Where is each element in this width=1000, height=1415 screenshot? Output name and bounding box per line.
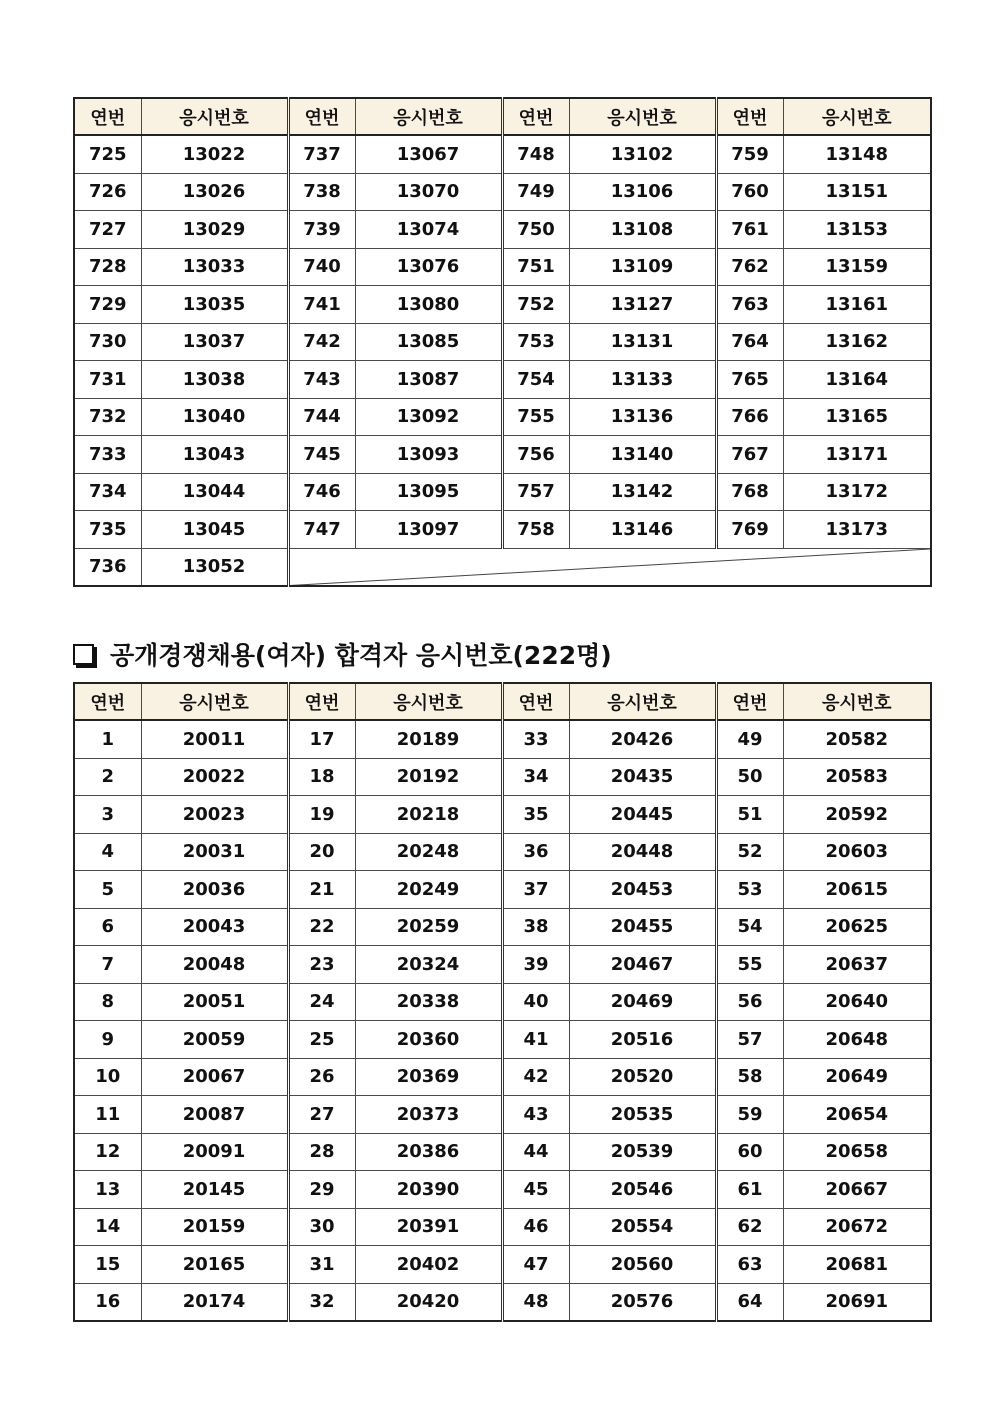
seq-cell: 7 — [74, 946, 141, 984]
table-row — [74, 946, 931, 984]
exam-no-cell: 20259 — [355, 908, 502, 946]
seq-cell: 19 — [288, 796, 355, 834]
exam-no-cell: 13040 — [141, 398, 288, 436]
exam-no-cell: 20516 — [569, 1021, 716, 1059]
exam-no-cell: 20373 — [355, 1096, 502, 1134]
exam-no-cell: 13087 — [355, 361, 502, 399]
seq-cell: 16 — [74, 1283, 141, 1321]
seq-cell: 745 — [288, 436, 355, 474]
col-header-seq: 연번 — [288, 683, 355, 720]
exam-no-cell: 20691 — [783, 1283, 931, 1321]
table-row — [74, 1283, 931, 1321]
seq-cell: 56 — [716, 983, 783, 1021]
seq-cell: 735 — [74, 511, 141, 549]
seq-cell: 3 — [74, 796, 141, 834]
exam-no-cell: 13172 — [783, 473, 931, 511]
seq-cell: 21 — [288, 871, 355, 909]
seq-cell: 754 — [502, 361, 569, 399]
exam-no-cell: 20546 — [569, 1171, 716, 1209]
results-table-1 — [73, 97, 932, 587]
exam-no-cell: 13162 — [783, 323, 931, 361]
exam-no-cell: 20145 — [141, 1171, 288, 1209]
table-row — [74, 473, 931, 511]
seq-cell: 51 — [716, 796, 783, 834]
exam-no-cell: 20174 — [141, 1283, 288, 1321]
seq-cell: 50 — [716, 758, 783, 796]
table-row — [74, 361, 931, 399]
seq-cell: 33 — [502, 720, 569, 758]
exam-no-cell: 13142 — [569, 473, 716, 511]
col-header-seq: 연번 — [716, 98, 783, 135]
exam-no-cell: 20583 — [783, 758, 931, 796]
seq-cell: 733 — [74, 436, 141, 474]
seq-cell: 750 — [502, 211, 569, 249]
seq-cell: 726 — [74, 173, 141, 211]
table-row — [74, 796, 931, 834]
exam-no-cell: 13131 — [569, 323, 716, 361]
table-row — [74, 436, 931, 474]
table-row — [74, 983, 931, 1021]
exam-no-cell: 20615 — [783, 871, 931, 909]
exam-no-cell: 20338 — [355, 983, 502, 1021]
seq-cell: 761 — [716, 211, 783, 249]
seq-cell: 24 — [288, 983, 355, 1021]
seq-cell: 18 — [288, 758, 355, 796]
exam-no-cell: 13093 — [355, 436, 502, 474]
seq-cell: 744 — [288, 398, 355, 436]
seq-cell: 727 — [74, 211, 141, 249]
table-row — [74, 1171, 931, 1209]
table-row — [74, 871, 931, 909]
empty-strike-cell — [288, 548, 931, 586]
exam-no-cell: 20467 — [569, 946, 716, 984]
seq-cell: 742 — [288, 323, 355, 361]
seq-cell: 11 — [74, 1096, 141, 1134]
seq-cell: 748 — [502, 135, 569, 173]
exam-no-cell: 13044 — [141, 473, 288, 511]
exam-no-cell: 13052 — [141, 548, 288, 586]
table-row — [74, 1021, 931, 1059]
exam-no-cell: 13092 — [355, 398, 502, 436]
seq-cell: 53 — [716, 871, 783, 909]
exam-no-cell: 13151 — [783, 173, 931, 211]
seq-cell: 739 — [288, 211, 355, 249]
seq-cell: 759 — [716, 135, 783, 173]
exam-no-cell: 20560 — [569, 1246, 716, 1284]
seq-cell: 749 — [502, 173, 569, 211]
table-body — [74, 135, 931, 586]
seq-cell: 36 — [502, 833, 569, 871]
seq-cell: 10 — [74, 1058, 141, 1096]
seq-cell: 45 — [502, 1171, 569, 1209]
results-table-2 — [73, 682, 932, 1322]
exam-no-cell: 20059 — [141, 1021, 288, 1059]
col-header-exam-no: 응시번호 — [783, 683, 931, 720]
col-header-seq: 연번 — [716, 683, 783, 720]
seq-cell: 766 — [716, 398, 783, 436]
seq-cell: 13 — [74, 1171, 141, 1209]
exam-no-cell: 20640 — [783, 983, 931, 1021]
exam-no-cell: 20648 — [783, 1021, 931, 1059]
exam-no-cell: 20426 — [569, 720, 716, 758]
exam-no-cell: 13173 — [783, 511, 931, 549]
col-header-seq: 연번 — [74, 98, 141, 135]
exam-no-cell: 13164 — [783, 361, 931, 399]
exam-no-cell: 20390 — [355, 1171, 502, 1209]
exam-no-cell: 20067 — [141, 1058, 288, 1096]
col-header-exam-no: 응시번호 — [141, 98, 288, 135]
seq-cell: 15 — [74, 1246, 141, 1284]
seq-cell: 732 — [74, 398, 141, 436]
seq-cell: 48 — [502, 1283, 569, 1321]
seq-cell: 62 — [716, 1208, 783, 1246]
table-row — [74, 908, 931, 946]
table-row — [74, 1246, 931, 1284]
exam-no-cell: 13035 — [141, 286, 288, 324]
seq-cell: 728 — [74, 248, 141, 286]
seq-cell: 6 — [74, 908, 141, 946]
diagonal-strike-line — [290, 549, 931, 586]
exam-no-cell: 13074 — [355, 211, 502, 249]
seq-cell: 38 — [502, 908, 569, 946]
checkbox-icon — [73, 644, 94, 665]
table-row — [74, 833, 931, 871]
seq-cell: 5 — [74, 871, 141, 909]
seq-cell: 767 — [716, 436, 783, 474]
seq-cell: 725 — [74, 135, 141, 173]
table-row — [74, 248, 931, 286]
seq-cell: 57 — [716, 1021, 783, 1059]
exam-no-cell: 20189 — [355, 720, 502, 758]
section-title-text: 공개경쟁채용(여자) 합격자 응시번호(222명) — [110, 641, 612, 670]
exam-no-cell: 20048 — [141, 946, 288, 984]
seq-cell: 40 — [502, 983, 569, 1021]
exam-no-cell: 13148 — [783, 135, 931, 173]
seq-cell: 59 — [716, 1096, 783, 1134]
seq-cell: 58 — [716, 1058, 783, 1096]
exam-no-cell: 13161 — [783, 286, 931, 324]
seq-cell: 29 — [288, 1171, 355, 1209]
seq-cell: 27 — [288, 1096, 355, 1134]
exam-no-cell: 20654 — [783, 1096, 931, 1134]
exam-no-cell: 13165 — [783, 398, 931, 436]
exam-no-cell: 20453 — [569, 871, 716, 909]
col-header-exam-no: 응시번호 — [783, 98, 931, 135]
exam-no-cell: 20435 — [569, 758, 716, 796]
seq-cell: 769 — [716, 511, 783, 549]
seq-cell: 2 — [74, 758, 141, 796]
exam-no-cell: 13106 — [569, 173, 716, 211]
seq-cell: 736 — [74, 548, 141, 586]
exam-no-cell: 20649 — [783, 1058, 931, 1096]
exam-no-cell: 20582 — [783, 720, 931, 758]
exam-no-cell: 20031 — [141, 833, 288, 871]
exam-no-cell: 20535 — [569, 1096, 716, 1134]
exam-no-cell: 20520 — [569, 1058, 716, 1096]
table-header-row — [74, 98, 931, 135]
exam-no-cell: 20386 — [355, 1133, 502, 1171]
table-row — [74, 1096, 931, 1134]
seq-cell: 25 — [288, 1021, 355, 1059]
exam-no-cell: 20469 — [569, 983, 716, 1021]
table-row — [74, 1058, 931, 1096]
exam-no-cell: 13146 — [569, 511, 716, 549]
seq-cell: 22 — [288, 908, 355, 946]
exam-no-cell: 13171 — [783, 436, 931, 474]
seq-cell: 32 — [288, 1283, 355, 1321]
exam-no-cell: 13022 — [141, 135, 288, 173]
exam-no-cell: 20658 — [783, 1133, 931, 1171]
seq-cell: 35 — [502, 796, 569, 834]
exam-no-cell: 20448 — [569, 833, 716, 871]
seq-cell: 764 — [716, 323, 783, 361]
seq-cell: 54 — [716, 908, 783, 946]
seq-cell: 756 — [502, 436, 569, 474]
seq-cell: 64 — [716, 1283, 783, 1321]
seq-cell: 55 — [716, 946, 783, 984]
exam-no-cell: 20011 — [141, 720, 288, 758]
exam-no-cell: 20625 — [783, 908, 931, 946]
table-row — [74, 398, 931, 436]
exam-no-cell: 20159 — [141, 1208, 288, 1246]
section-heading — [73, 636, 612, 672]
seq-cell: 44 — [502, 1133, 569, 1171]
seq-cell: 9 — [74, 1021, 141, 1059]
exam-no-cell: 20539 — [569, 1133, 716, 1171]
exam-no-cell: 20248 — [355, 833, 502, 871]
seq-cell: 765 — [716, 361, 783, 399]
exam-no-cell: 20218 — [355, 796, 502, 834]
seq-cell: 61 — [716, 1171, 783, 1209]
col-header-exam-no: 응시번호 — [569, 683, 716, 720]
exam-no-cell: 13043 — [141, 436, 288, 474]
seq-cell: 738 — [288, 173, 355, 211]
table-row — [74, 323, 931, 361]
col-header-exam-no: 응시번호 — [355, 683, 502, 720]
exam-no-cell: 13140 — [569, 436, 716, 474]
seq-cell: 762 — [716, 248, 783, 286]
exam-no-cell: 20554 — [569, 1208, 716, 1246]
seq-cell: 760 — [716, 173, 783, 211]
seq-cell: 43 — [502, 1096, 569, 1134]
seq-cell: 52 — [716, 833, 783, 871]
seq-cell: 768 — [716, 473, 783, 511]
table-row — [74, 173, 931, 211]
exam-no-cell: 13076 — [355, 248, 502, 286]
seq-cell: 60 — [716, 1133, 783, 1171]
exam-no-cell: 13038 — [141, 361, 288, 399]
seq-cell: 42 — [502, 1058, 569, 1096]
seq-cell: 8 — [74, 983, 141, 1021]
table-row — [74, 720, 931, 758]
exam-no-cell: 13085 — [355, 323, 502, 361]
exam-no-cell: 13045 — [141, 511, 288, 549]
seq-cell: 14 — [74, 1208, 141, 1246]
exam-no-cell: 13033 — [141, 248, 288, 286]
exam-no-cell: 13136 — [569, 398, 716, 436]
exam-no-cell: 20369 — [355, 1058, 502, 1096]
exam-no-cell: 20036 — [141, 871, 288, 909]
col-header-seq: 연번 — [502, 683, 569, 720]
seq-cell: 20 — [288, 833, 355, 871]
seq-cell: 751 — [502, 248, 569, 286]
col-header-exam-no: 응시번호 — [355, 98, 502, 135]
exam-no-cell: 20023 — [141, 796, 288, 834]
exam-no-cell: 20165 — [141, 1246, 288, 1284]
seq-cell: 41 — [502, 1021, 569, 1059]
seq-cell: 63 — [716, 1246, 783, 1284]
table-row — [74, 1133, 931, 1171]
exam-no-cell: 20022 — [141, 758, 288, 796]
exam-no-cell: 20455 — [569, 908, 716, 946]
exam-no-cell: 20324 — [355, 946, 502, 984]
col-header-exam-no: 응시번호 — [141, 683, 288, 720]
seq-cell: 30 — [288, 1208, 355, 1246]
exam-no-cell: 20402 — [355, 1246, 502, 1284]
exam-no-cell: 20249 — [355, 871, 502, 909]
seq-cell: 17 — [288, 720, 355, 758]
seq-cell: 753 — [502, 323, 569, 361]
table-body — [74, 720, 931, 1321]
exam-no-cell: 20420 — [355, 1283, 502, 1321]
exam-no-cell: 20681 — [783, 1246, 931, 1284]
exam-no-cell: 20672 — [783, 1208, 931, 1246]
exam-no-cell: 20667 — [783, 1171, 931, 1209]
seq-cell: 49 — [716, 720, 783, 758]
seq-cell: 741 — [288, 286, 355, 324]
seq-cell: 23 — [288, 946, 355, 984]
exam-no-cell: 20043 — [141, 908, 288, 946]
table-row — [74, 135, 931, 173]
seq-cell: 46 — [502, 1208, 569, 1246]
seq-cell: 26 — [288, 1058, 355, 1096]
seq-cell: 39 — [502, 946, 569, 984]
seq-cell: 752 — [502, 286, 569, 324]
exam-no-cell: 20192 — [355, 758, 502, 796]
seq-cell: 34 — [502, 758, 569, 796]
exam-no-cell: 20603 — [783, 833, 931, 871]
exam-no-cell: 13097 — [355, 511, 502, 549]
seq-cell: 743 — [288, 361, 355, 399]
exam-no-cell: 13102 — [569, 135, 716, 173]
seq-cell: 28 — [288, 1133, 355, 1171]
exam-no-cell: 20391 — [355, 1208, 502, 1246]
seq-cell: 737 — [288, 135, 355, 173]
seq-cell: 729 — [74, 286, 141, 324]
seq-cell: 763 — [716, 286, 783, 324]
exam-no-cell: 13153 — [783, 211, 931, 249]
exam-no-cell: 20360 — [355, 1021, 502, 1059]
exam-no-cell: 13159 — [783, 248, 931, 286]
exam-no-cell: 20576 — [569, 1283, 716, 1321]
seq-cell: 755 — [502, 398, 569, 436]
seq-cell: 37 — [502, 871, 569, 909]
table-row — [74, 758, 931, 796]
exam-no-cell: 20051 — [141, 983, 288, 1021]
seq-cell: 740 — [288, 248, 355, 286]
exam-no-cell: 20445 — [569, 796, 716, 834]
exam-no-cell: 20592 — [783, 796, 931, 834]
seq-cell: 734 — [74, 473, 141, 511]
exam-no-cell: 20091 — [141, 1133, 288, 1171]
seq-cell: 747 — [288, 511, 355, 549]
exam-no-cell: 13070 — [355, 173, 502, 211]
exam-no-cell: 20087 — [141, 1096, 288, 1134]
exam-no-cell: 13133 — [569, 361, 716, 399]
col-header-seq: 연번 — [502, 98, 569, 135]
table-row — [74, 511, 931, 549]
exam-no-cell: 13109 — [569, 248, 716, 286]
seq-cell: 12 — [74, 1133, 141, 1171]
seq-cell: 31 — [288, 1246, 355, 1284]
seq-cell: 758 — [502, 511, 569, 549]
exam-no-cell: 13067 — [355, 135, 502, 173]
seq-cell: 730 — [74, 323, 141, 361]
table-row — [74, 286, 931, 324]
table-row — [74, 1208, 931, 1246]
col-header-exam-no: 응시번호 — [569, 98, 716, 135]
exam-no-cell: 13080 — [355, 286, 502, 324]
exam-no-cell: 13029 — [141, 211, 288, 249]
exam-no-cell: 13095 — [355, 473, 502, 511]
seq-cell: 4 — [74, 833, 141, 871]
table-row — [74, 211, 931, 249]
seq-cell: 746 — [288, 473, 355, 511]
col-header-seq: 연번 — [288, 98, 355, 135]
exam-no-cell: 13037 — [141, 323, 288, 361]
table-row — [74, 548, 931, 586]
table-header-row — [74, 683, 931, 720]
seq-cell: 757 — [502, 473, 569, 511]
exam-no-cell: 13026 — [141, 173, 288, 211]
exam-no-cell: 20637 — [783, 946, 931, 984]
exam-no-cell: 13127 — [569, 286, 716, 324]
seq-cell: 731 — [74, 361, 141, 399]
seq-cell: 1 — [74, 720, 141, 758]
seq-cell: 47 — [502, 1246, 569, 1284]
exam-no-cell: 13108 — [569, 211, 716, 249]
col-header-seq: 연번 — [74, 683, 141, 720]
